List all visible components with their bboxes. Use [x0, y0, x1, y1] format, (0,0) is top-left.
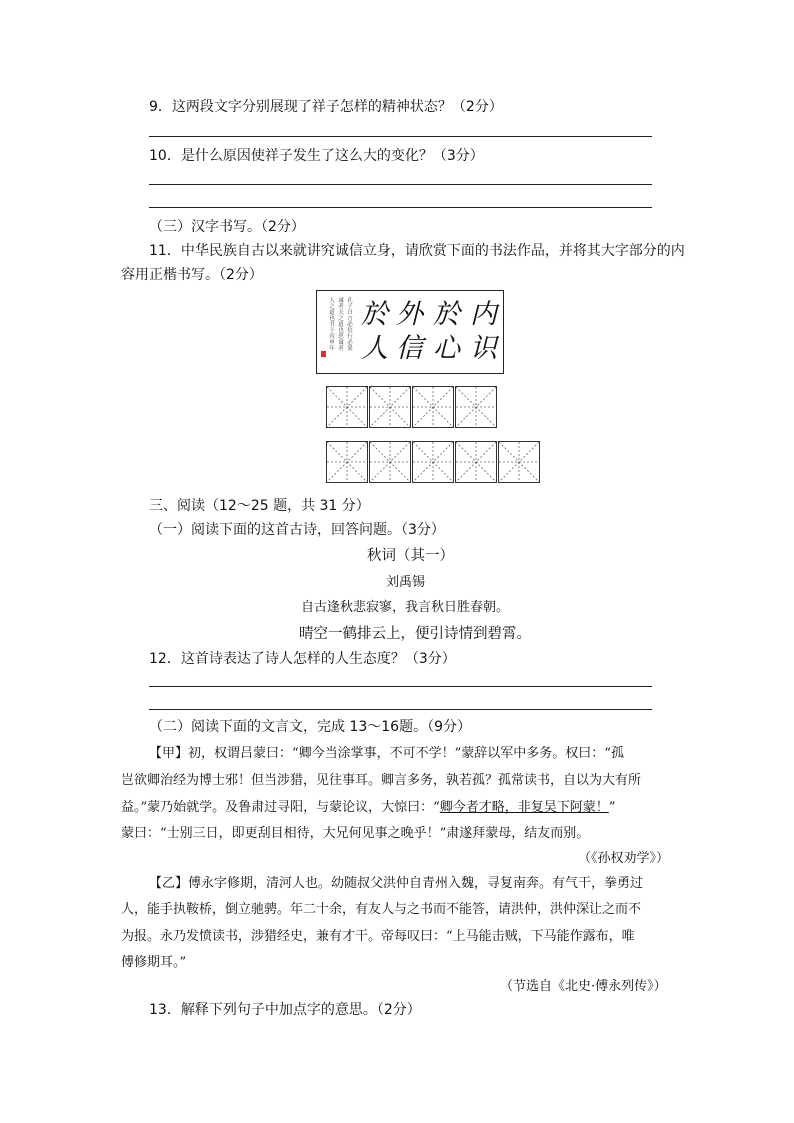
poem-line-2: 晴空一鹤排云上，便引诗情到碧霄。 [299, 626, 531, 642]
passage-yi-source: （节选自《北史·傅永列传》） [500, 979, 667, 994]
passage-text: ” [608, 800, 616, 815]
calligraphy-inscription: 孔子曰言必信行必果 [346, 297, 352, 351]
section-title-classical: （二）阅读下面的文言文，完成 13～16题。（9分） [149, 719, 471, 735]
answer-line-q12-1[interactable] [149, 686, 652, 687]
writing-grid-cell[interactable] [412, 441, 454, 483]
part-title-reading: 三、阅读（12～25 题，共 31 分） [149, 498, 370, 514]
writing-grid-row-1 [326, 386, 497, 428]
answer-line-q12-2[interactable] [149, 709, 652, 710]
passage-text: 益。”蒙乃始就学。及鲁肃过寻阳，与蒙论议，大惊曰：“ [121, 800, 440, 815]
writing-grid-cell[interactable] [455, 386, 497, 428]
calligraphy-char: 於 [361, 299, 388, 330]
section-title-poem: （一）阅读下面的这首古诗，回答问题。（3分） [149, 522, 445, 538]
writing-grid-cell[interactable] [455, 441, 497, 483]
question-11-line2: 容用正楷书写。（2分） [121, 267, 263, 283]
answer-line-q10-1[interactable] [149, 184, 652, 185]
question-12: 12．这首诗表达了诗人怎样的人生态度？（3分） [149, 651, 456, 667]
passage-yi-line: 【乙】傅永字修期，清河人也。幼随叔父洪仲自青州入魏，寻复南奔。有气干，拳勇过 [149, 876, 644, 891]
calligraphy-artwork [316, 290, 504, 374]
passage-yi-line: 人，能手执鞍桥，倒立驰骋。年二十余，有友人与之书而不能答，请洪仲，洪仲深让之而不 [121, 902, 642, 917]
answer-line-q9[interactable] [149, 136, 652, 137]
writing-grid-cell[interactable] [498, 441, 540, 483]
question-10: 10．是什么原因使祥子发生了这么大的变化？（3分） [149, 148, 484, 164]
calligraphy-char: 心 [433, 333, 460, 364]
calligraphy-char: 信 [396, 333, 423, 364]
passage-jia-line: 蒙曰：“士别三日，即更刮目相待，大兄何见事之晚乎！”肃遂拜蒙母，结友而别。 [121, 826, 590, 841]
writing-grid-cell[interactable] [412, 386, 454, 428]
passage-yi-line: 傅修期耳。” [121, 955, 187, 970]
writing-grid-cell[interactable] [369, 441, 411, 483]
question-11-line1: 11．中华民族自古以来就讲究诚信立身，请欣赏下面的书法作品，并将其大字部分的内 [149, 243, 685, 259]
poem-author: 刘禹锡 [386, 575, 426, 590]
writing-grid-cell[interactable] [326, 386, 368, 428]
passage-jia-line [121, 796, 615, 815]
calligraphy-char: 人 [361, 333, 388, 364]
question-13: 13．解释下列句子中加点字的意思。（2分） [149, 1002, 421, 1018]
calligraphy-char: 识 [470, 333, 497, 364]
section-title-handwriting: （三）汉字书写。（2分） [149, 219, 305, 235]
passage-jia-line: 【甲】初，权谓吕蒙曰：“卿今当涂掌事，不可不学！”蒙辞以军中多务。权曰：“孤 [149, 746, 624, 761]
calligraphy-char: 内 [470, 299, 497, 330]
passage-yi-line: 为报。永乃发愤读书，涉猎经史，兼有才干。帝每叹曰：“上马能击贼，下马能作露布，唯 [121, 929, 635, 944]
question-9: 9．这两段文字分别展现了祥子怎样的精神状态？（2分） [149, 99, 503, 115]
seal-stamp-icon [321, 351, 326, 357]
calligraphy-inscription: 诚者天之道也思诚者 [337, 297, 343, 351]
calligraphy-inscription: 人之道也书于丙申年 [328, 297, 334, 351]
poem-title: 秋词（其一） [367, 548, 454, 564]
writing-grid-row-2 [326, 441, 540, 483]
calligraphy-char: 於 [433, 299, 460, 330]
passage-jia-source: （《孙权劝学》） [578, 851, 670, 866]
answer-line-q10-2[interactable] [149, 207, 652, 208]
calligraphy-char: 外 [396, 299, 423, 330]
writing-grid-cell[interactable] [369, 386, 411, 428]
writing-grid-cell[interactable] [326, 441, 368, 483]
underlined-sentence: 卿今者才略，非复吴下阿蒙！ [439, 800, 609, 815]
poem-line-1: 自古逢秋悲寂寥，我言秋日胜春朝。 [301, 600, 510, 615]
passage-jia-line: 岂欲卿治经为博士邪！但当涉猎，见往事耳。卿言多务，孰若孤？孤常读书，自以为大有所 [121, 773, 642, 788]
